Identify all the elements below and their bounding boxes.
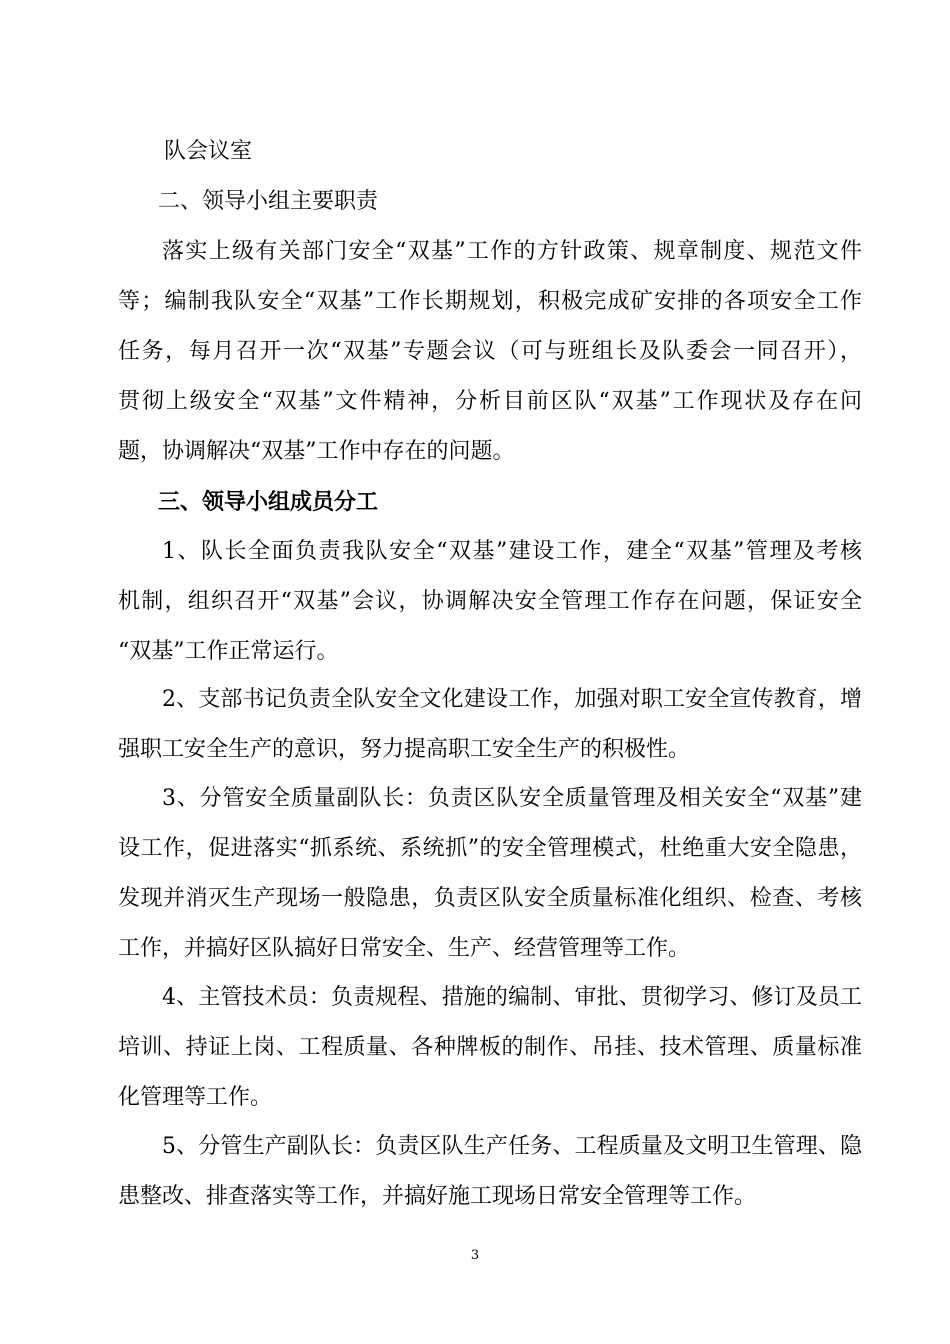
division-item-1 xyxy=(118,527,862,677)
text-line: 三、领导小组成员分工 xyxy=(158,489,379,515)
text-line: 2、支部书记负责全队安全文化建设工作，加强对职工安全宣传教育，增 xyxy=(162,687,862,712)
text-line: “双基”工作正常运行。 xyxy=(118,639,339,664)
location-line xyxy=(164,127,464,177)
text-line: 1、队长全面负责我队安全“双基”建设工作，建全“双基”管理及考核 xyxy=(162,539,862,564)
page-number: 3 xyxy=(470,1248,480,1263)
division-item-5 xyxy=(118,1122,862,1222)
text-line: 化管理等工作。 xyxy=(118,1085,273,1110)
text-line: 设工作，促进落实“抓系统、系统抓”的安全管理模式，杜绝重大安全隐患， xyxy=(118,836,862,861)
text-line: 题，协调解决“双基”工作中存在的问题。 xyxy=(118,439,515,464)
text-line: 强职工安全生产的意识，努力提高职工安全生产的积极性。 xyxy=(118,737,691,762)
text-line: 落实上级有关部门安全“双基”工作的方针政策、规章制度、规范文件 xyxy=(162,239,862,264)
text-line: 3、分管安全质量副队长：负责区队安全质量管理及相关安全“双基”建 xyxy=(162,786,862,811)
text-line: 培训、持证上岗、工程质量、各种牌板的制作、吊挂、技术管理、质量标准 xyxy=(118,1035,862,1060)
text-line: 机制，组织召开“双基”会议，协调解决安全管理工作存在问题，保证安全 xyxy=(118,589,862,614)
text-line: 5、分管生产副队长：负责区队生产任务、工程质量及文明卫生管理、隐 xyxy=(162,1134,862,1159)
text-line: 队会议室 xyxy=(164,139,253,164)
text-line: 患整改、排查落实等工作，并搞好施工现场日常安全管理等工作。 xyxy=(118,1184,757,1209)
division-item-2 xyxy=(118,675,862,775)
text-line: 工作，并搞好区队搞好日常安全、生产、经营管理等工作。 xyxy=(118,936,691,961)
duties-paragraph xyxy=(118,227,862,477)
text-line: 任务，每月召开一次“双基”专题会议（可与班组长及队委会一同召开）， xyxy=(118,339,862,364)
text-line: 4、主管技术员：负责规程、措施的编制、审批、贯彻学习、修订及员工 xyxy=(162,985,862,1010)
text-line: 等；编制我队安全“双基”工作长期规划，积极完成矿安排的各项安全工作 xyxy=(118,289,862,314)
section-heading-division xyxy=(158,477,558,527)
text-line: 贯彻上级安全“双基”文件精神，分析目前区队“双基”工作现状及存在问 xyxy=(118,389,862,414)
text-line: 二、领导小组主要职责 xyxy=(158,189,379,214)
division-item-3 xyxy=(118,774,862,974)
division-item-4 xyxy=(118,973,862,1123)
text-line: 发现并消灭生产现场一般隐患，负责区队安全质量标准化组织、检查、考核 xyxy=(118,886,862,911)
section-heading-duties xyxy=(158,177,558,227)
